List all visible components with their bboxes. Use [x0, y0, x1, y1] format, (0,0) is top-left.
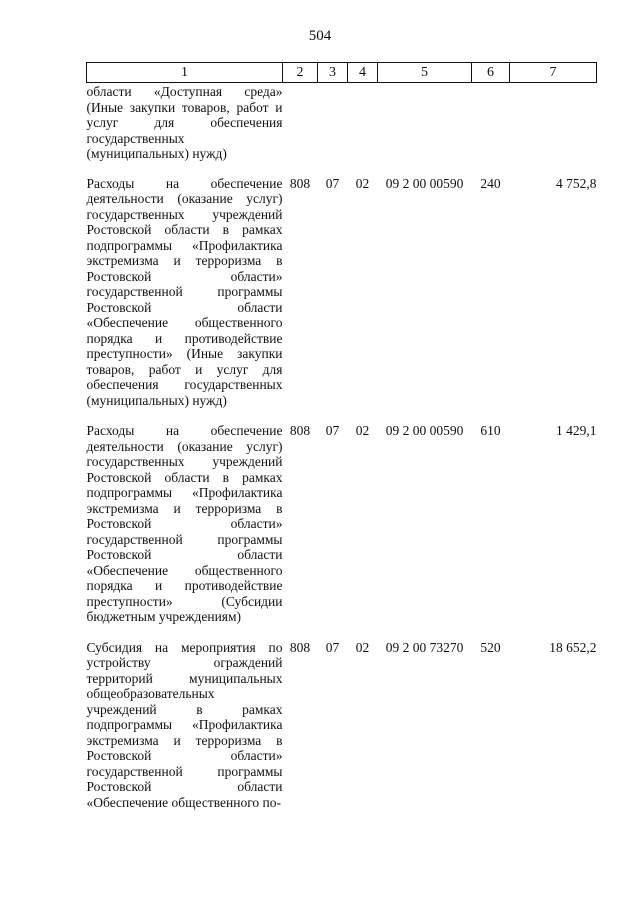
subsection-code: 02 [355, 423, 370, 438]
column-header: 3 [318, 63, 348, 83]
column-header: 5 [378, 63, 472, 83]
amount [510, 83, 597, 176]
table-row [87, 423, 597, 640]
amount: 18 652,2 [549, 639, 597, 655]
subsection-code: 02 [355, 175, 370, 191]
column-header: 2 [283, 63, 318, 83]
section-code: 07 [325, 639, 340, 655]
row-description: Расходы на обеспечение деятельности (оказание услуг) государственных учреждений Ростовской области в рамках подпрограммы «Профилактика экстремизма и терроризма в Ростовской области» государственной программы Ростовской области «Обеспечение общественного порядка и противодействие преступности» (Субсидии бюджетным учреждениям) [86, 423, 283, 624]
ministry-code: 808 [289, 639, 311, 655]
expense-type-code: 240 [480, 175, 501, 191]
table-row [87, 176, 597, 424]
subsection-code [348, 83, 378, 176]
row-description: Субсидия на мероприятия по устройству ограждений территорий муниципальных общеобразовательных учреждений в рамках подпрограммы «Профилактика экстремизма и терроризма в Ростовской области» государственной программы Ростовской области «Обеспечение общественного по- [86, 639, 283, 810]
budget-table [86, 62, 597, 810]
amount: 4 752,8 [556, 175, 597, 191]
ministry-code: 808 [289, 423, 311, 438]
table-row [87, 83, 597, 176]
target-code [378, 83, 472, 176]
expense-type-code: 610 [480, 423, 501, 438]
target-code: 09 2 00 73270 [385, 639, 464, 655]
target-code: 09 2 00 00590 [385, 175, 464, 191]
page-number: 504 [308, 28, 332, 44]
subsection-code: 02 [355, 639, 370, 655]
column-number-row [87, 63, 597, 83]
section-code [318, 83, 348, 176]
row-description: области «Доступная среда» (Иные закупки товаров, работ и услуг для обеспечения государственных (муниципальных) нужд) [86, 84, 283, 161]
ministry-code [283, 83, 318, 176]
target-code: 09 2 00 00590 [385, 423, 464, 438]
column-header: 6 [472, 63, 510, 83]
ministry-code: 808 [289, 175, 311, 191]
column-header: 7 [510, 63, 597, 83]
section-code: 07 [325, 175, 340, 191]
amount: 1 429,1 [556, 423, 597, 438]
column-header: 1 [87, 63, 283, 83]
section-code: 07 [325, 423, 340, 438]
row-description: Расходы на обеспечение деятельности (оказание услуг) государственных учреждений Ростовской области в рамках подпрограммы «Профилактика экстремизма и терроризма в Ростовской области» государственной программы Ростовской области «Обеспечение общественного порядка и противодействие преступности» (Иные закупки товаров, работ и услуг для обеспечения государственных (муниципальных) нужд) [86, 175, 283, 408]
column-header: 4 [348, 63, 378, 83]
table-row [87, 640, 597, 811]
expense-type-code [472, 83, 510, 176]
expense-type-code: 520 [480, 639, 501, 655]
